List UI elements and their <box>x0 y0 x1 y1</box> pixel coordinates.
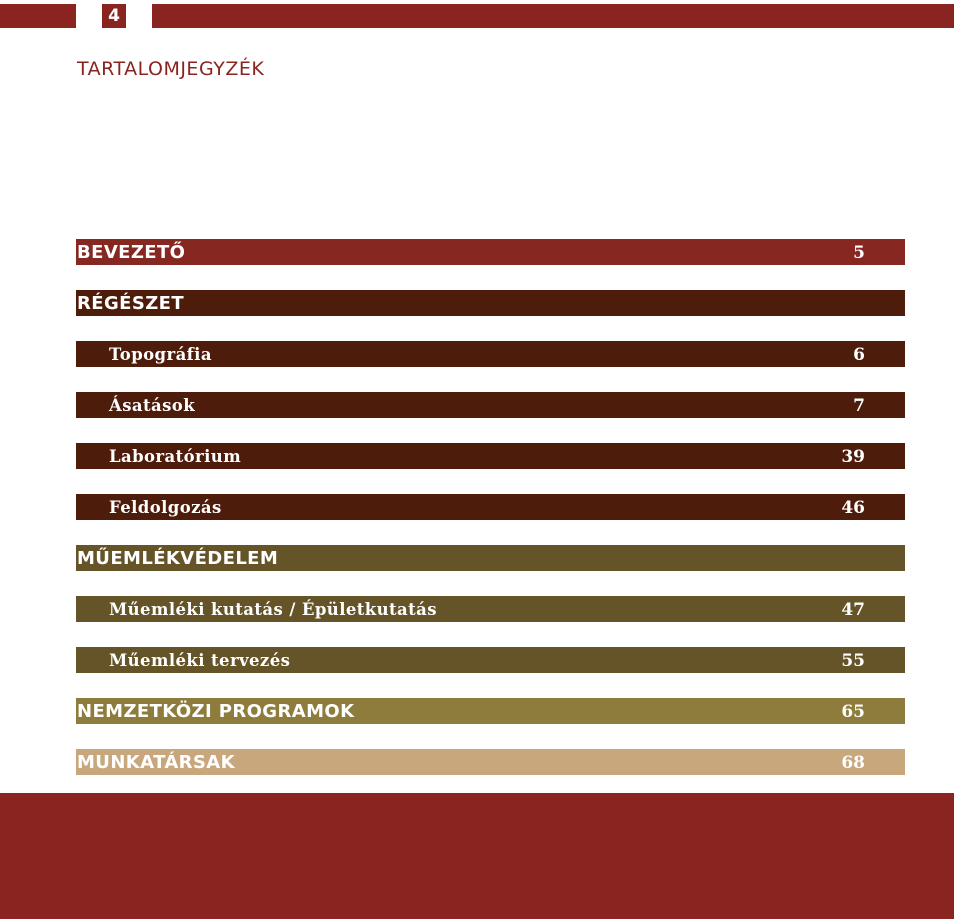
page-title: TARTALOMJEGYZÉK <box>77 58 265 80</box>
toc-page-number: 55 <box>841 651 865 671</box>
toc-row-nemzetkozi-programok[interactable] <box>76 698 905 724</box>
toc-label: Műemléki tervezés <box>109 651 291 670</box>
toc-label: MŰEMLÉKVÉDELEM <box>77 548 279 569</box>
toc-label: Topográfia <box>109 345 212 364</box>
toc-row-bevezeto[interactable] <box>76 239 905 265</box>
toc-label: NEMZETKÖZI PROGRAMOK <box>77 701 355 722</box>
toc-label: MUNKATÁRSAK <box>77 752 235 773</box>
page-number: 4 <box>102 4 126 28</box>
header-bar-right <box>152 4 954 28</box>
toc-page-number: 47 <box>841 600 865 620</box>
toc-row-feldolgozas[interactable] <box>76 494 905 520</box>
toc-row-muemlekvedelem[interactable] <box>76 545 905 571</box>
toc-page-number: 68 <box>841 753 865 773</box>
toc-row-topografia[interactable] <box>76 341 905 367</box>
toc-page-number: 65 <box>841 702 865 722</box>
toc-label: RÉGÉSZET <box>77 293 185 314</box>
toc-row-muemleki-kutatas[interactable] <box>76 596 905 622</box>
header-bar-left <box>0 4 76 28</box>
toc-page-number: 7 <box>853 396 865 416</box>
toc-label: Feldolgozás <box>109 498 222 517</box>
toc-label: BEVEZETŐ <box>77 242 186 263</box>
toc-page-number: 39 <box>841 447 865 467</box>
toc-label: Laboratórium <box>109 447 242 466</box>
toc-row-asatasok[interactable] <box>76 392 905 418</box>
toc-label: Műemléki kutatás / Épületkutatás <box>109 600 437 619</box>
toc-page-number: 5 <box>853 243 865 263</box>
toc-page-number: 6 <box>853 345 865 365</box>
toc-row-munkatarsak[interactable] <box>76 749 905 775</box>
toc-label: Ásatások <box>109 396 196 415</box>
toc-row-muemleki-tervezes[interactable] <box>76 647 905 673</box>
toc-page-number: 46 <box>841 498 865 518</box>
toc-row-laboratorium[interactable] <box>76 443 905 469</box>
footer-block <box>0 793 954 919</box>
toc-row-regeszet[interactable] <box>76 290 905 316</box>
